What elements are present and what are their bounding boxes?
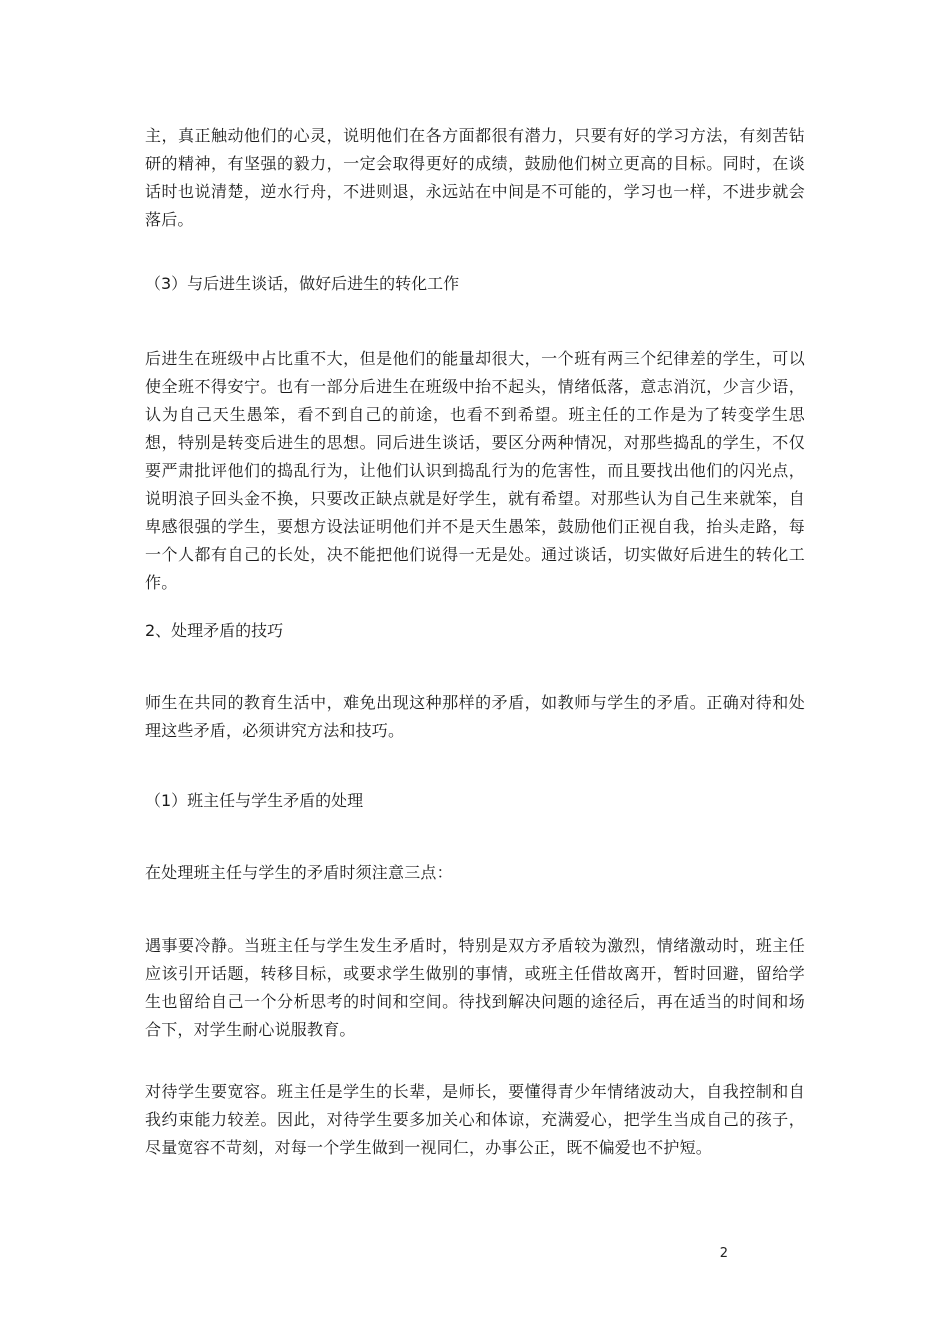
body-paragraph: 遇事要冷静。当班主任与学生发生矛盾时，特别是双方矛盾较为激烈，情绪激动时，班主任应该引开话题，转移目标，或要求学生做别的事情，或班主任借故离开，暂时回避，留给学生也留给自己一个分析思考的时间和空间。待找到解决问题的途径后，再在适当的时间和场合下，对学生耐心说服教育。 [145, 936, 805, 1039]
body-paragraph: 师生在共同的教育生活中，难免出现这种那样的矛盾，如教师与学生的矛盾。正确对待和处理这些矛盾，必须讲究方法和技巧。 [145, 693, 805, 740]
body-paragraph: 后进生在班级中占比重不大，但是他们的能量却很大，一个班有两三个纪律差的学生，可以使全班不得安宁。也有一部分后进生在班级中抬不起头，情绪低落，意志消沉，少言少语，认为自己天生愚笨，看不到自己的前途，也看不到希望。班主任的工作是为了转变学生思想，特别是转变后进生的思想。同后进生谈话，要区分两种情况，对那些捣乱的学生，不仅要严肃批评他们的捣乱行为，让他们认识到捣乱行为的危害性，而且要找出他们的闪光点，说明浪子回头金不换，只要改正缺点就是好学生，就有希望。对那些认为自己生来就笨，自卑感很强的学生，要想方设法证明他们并不是天生愚笨，鼓励他们正视自我，抬头走路，每一个人都有自己的长处，决不能把他们说得一无是处。通过谈话，切实做好后进生的转化工作。 [145, 349, 805, 592]
body-paragraph: 主，真正触动他们的心灵，说明他们在各方面都很有潜力，只要有好的学习方法，有刻苦钻研的精神，有坚强的毅力，一定会取得更好的成绩，鼓励他们树立更高的目标。同时，在谈话时也说清楚，逆水行舟，不进则退，永远站在中间是不可能的，学习也一样，不进步就会落后。 [145, 126, 805, 229]
body-paragraph: 对待学生要宽容。班主任是学生的长辈，是师长，要懂得青少年情绪波动大，自我控制和自我约束能力较差。因此，对待学生要多加关心和体谅，充满爱心，把学生当成自己的孩子，尽量宽容不苛刻，对每一个学生做到一视同仁，办事公正，既不偏爱也不护短。 [145, 1082, 805, 1157]
section-heading: 2、处理矛盾的技巧 [145, 621, 284, 640]
page-number: 2 [719, 1246, 728, 1261]
body-paragraph: 在处理班主任与学生的矛盾时须注意三点： [145, 863, 453, 882]
section-heading: （3）与后进生谈话，做好后进生的转化工作 [145, 274, 460, 293]
section-heading: （1）班主任与学生矛盾的处理 [145, 791, 364, 810]
